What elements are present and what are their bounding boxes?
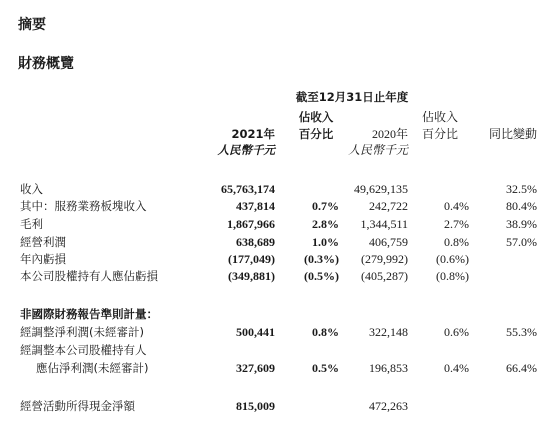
pct-2021: 0.5%: [312, 361, 339, 375]
yoy-change: 57.0%: [506, 235, 537, 249]
row-label: 經調整本公司股權持有人: [20, 343, 147, 357]
yoy-change: 66.4%: [506, 361, 537, 375]
table-row: [0, 216, 550, 232]
pct-2021: (0.3%): [304, 252, 339, 266]
value-2021: 638,689: [236, 235, 275, 249]
col4-header-line2: 百分比: [421, 127, 458, 141]
pct-2020: 0.8%: [444, 235, 469, 249]
yoy-change: 38.9%: [506, 217, 537, 231]
table-row: [0, 398, 550, 414]
value-2021: 327,609: [236, 361, 275, 375]
row-label: 經調整淨利潤(未經審計): [20, 325, 144, 339]
value-2020: 242,722: [369, 199, 408, 213]
col2-header-line1: 佔收入: [298, 110, 334, 124]
period-header: 截至12月31日止年度: [295, 90, 409, 104]
col1-unit-header: 人民幣千元: [217, 143, 275, 157]
col1-year-header: 2021年: [231, 127, 275, 141]
row-label: 其中：服務業務板塊收入: [20, 199, 147, 213]
row-label: 經營活動所得現金淨額: [20, 399, 135, 413]
value-2021: 437,814: [236, 199, 275, 213]
summary-title: 摘要: [18, 17, 46, 33]
table-row: [0, 342, 550, 358]
yoy-change: 32.5%: [506, 182, 537, 196]
financial-overview-title: 財務概覽: [18, 56, 74, 72]
table-row: [0, 324, 550, 340]
table-row: [0, 234, 550, 250]
pct-2021: 2.8%: [312, 217, 339, 231]
pct-2021: 0.8%: [312, 325, 339, 339]
yoy-change: 80.4%: [506, 199, 537, 213]
value-2020: (279,992): [361, 252, 408, 266]
table-row: [0, 268, 550, 284]
value-2020: 472,263: [369, 399, 408, 413]
non-ifrs-heading-row: [0, 306, 550, 322]
pct-2020: (0.6%): [436, 252, 469, 266]
value-2021: 815,009: [236, 399, 275, 413]
col2-header-line2: 百分比: [298, 127, 334, 141]
value-2021: (177,049): [228, 252, 275, 266]
pct-2020: 0.4%: [444, 199, 469, 213]
pct-2021: 1.0%: [312, 235, 339, 249]
value-2021: 1,867,966: [227, 217, 275, 231]
value-2021: 500,441: [236, 325, 275, 339]
non-ifrs-heading: 非國際財務報告準則計量：: [20, 307, 158, 321]
value-2020: 196,853: [369, 361, 408, 375]
value-2020: 406,759: [369, 235, 408, 249]
value-2021: 65,763,174: [221, 182, 275, 196]
pct-2020: 0.6%: [444, 325, 469, 339]
pct-2021: 0.7%: [312, 199, 339, 213]
pct-2020: 0.4%: [444, 361, 469, 375]
value-2020: (405,287): [361, 269, 408, 283]
value-2020: 49,629,135: [354, 182, 408, 196]
row-label: 收入: [20, 182, 43, 196]
row-label: 本公司股權持有人應佔虧損: [20, 269, 158, 283]
table-row: [0, 251, 550, 267]
table-row: [0, 181, 550, 197]
row-label: 應佔淨利潤(未經審計): [36, 361, 149, 375]
row-label: 毛利: [20, 217, 43, 231]
col3-year-header: 2020年: [371, 127, 408, 141]
pct-2020: 2.7%: [444, 217, 469, 231]
yoy-change: 55.3%: [506, 325, 537, 339]
table-row: [0, 198, 550, 214]
pct-2021: (0.5%): [304, 269, 339, 283]
value-2021: (349,881): [228, 269, 275, 283]
table-row: [0, 360, 550, 376]
row-label: 年內虧損: [20, 252, 66, 266]
col5-header: 同比變動: [488, 127, 537, 141]
col3-unit-header: 人民幣千元: [347, 143, 408, 157]
col4-header-line1: 佔收入: [421, 110, 458, 124]
row-label: 經營利潤: [20, 235, 66, 249]
value-2020: 322,148: [369, 325, 408, 339]
value-2020: 1,344,511: [360, 217, 408, 231]
pct-2020: (0.8%): [436, 269, 469, 283]
